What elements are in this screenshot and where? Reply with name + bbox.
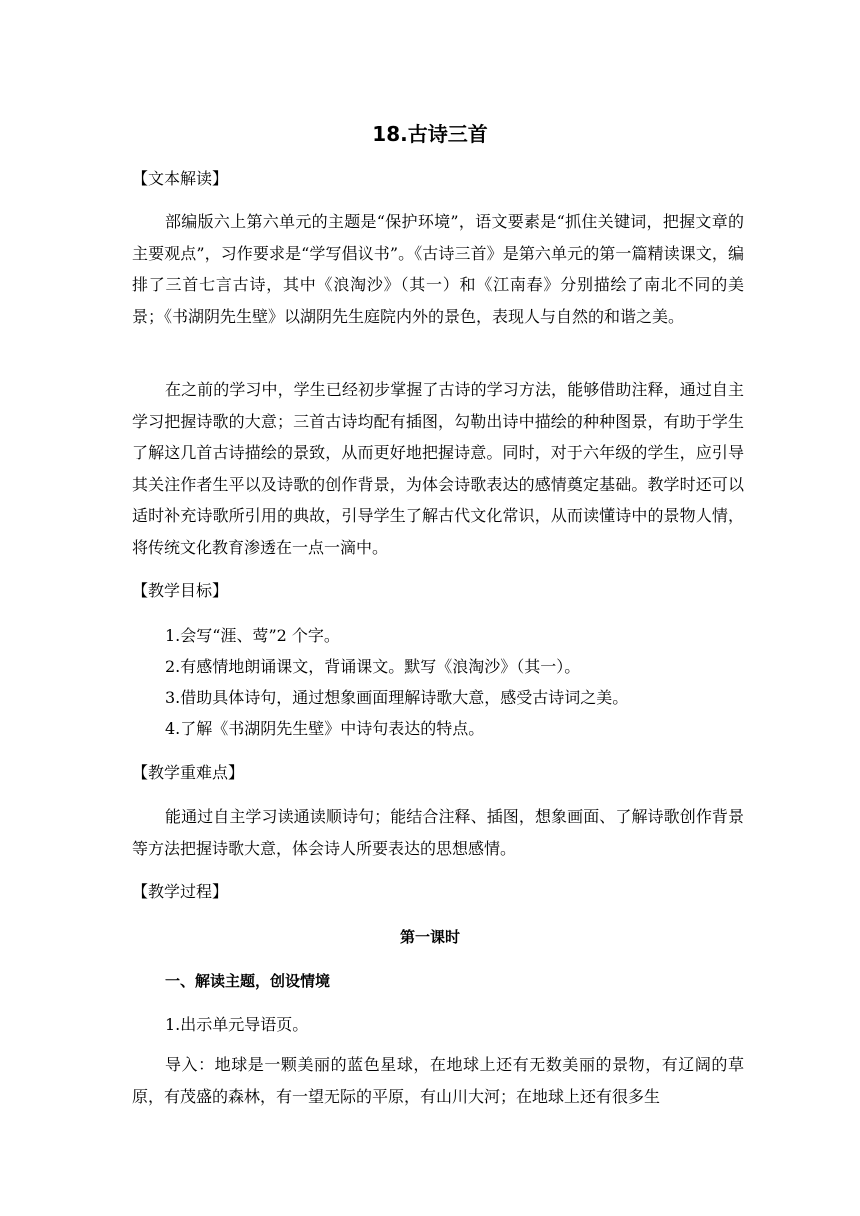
part-one-heading: 一、解读主题，创设情境 <box>165 972 331 990</box>
document-title: 18.古诗三首 <box>372 122 488 146</box>
paragraph-key-points: 能通过自主学习读通读顺诗句；能结合注释、插图，想象画面、了解诗歌创作背景等方法把握诗歌大意，体会诗人所要表达的思想感情。 <box>132 807 744 858</box>
section-heading-key-points: 【教学重难点】 <box>132 763 245 782</box>
goal-item-2: 2.有感情地朗诵课文，背诵课文。默写《浪淘沙》（其一）。 <box>165 657 581 676</box>
paragraph-text-reading-1: 部编版六上第六单元的主题是“保护环境”，语文要素是“抓住关键词，把握文章的主要观点”，习作要求是“学写倡议书”。《古诗三首》是第六单元的第一篇精读课文，编排了三首七言古诗，其中《浪淘沙》（其一）和《江南春》分别描绘了南北不同的美景；《书湖阴先生壁》以湖阴先生庭院内外的景色，表现人与自然的和谐之美。 <box>132 212 744 326</box>
lesson-title: 第一课时 <box>399 928 460 946</box>
goal-item-1: 1.会写“涯、莺”2 个字。 <box>165 626 340 645</box>
paragraph-text-reading-2: 在之前的学习中，学生已经初步掌握了古诗的学习方法，能够借助注释，通过自主学习把握诗歌的大意；三首古诗均配有插图，勾勒出诗中描绘的种种图景，有助于学生了解这几首古诗描绘的景致，从而更好地把握诗意。同时，对于六年级的学生，应引导其关注作者生平以及诗歌的创作背景，为体会诗歌表达的感情奠定基础。教学时还可以适时补充诗歌所引用的典故，引导学生了解古代文化常识，从而读懂诗中的景物人情，将传统文化教育渗透在一点一滴中。 <box>132 380 744 557</box>
section-heading-goals: 【教学目标】 <box>132 581 229 600</box>
goal-item-4: 4.了解《书湖阴先生壁》中诗句表达的特点。 <box>165 719 485 738</box>
paragraph-intro: 导入：地球是一颗美丽的蓝色星球，在地球上还有无数美丽的景物，有辽阔的草原，有茂盛的森林，有一望无际的平原，有山川大河；在地球上还有很多生 <box>132 1055 744 1106</box>
step-one: 1.出示单元导语页。 <box>165 1015 309 1034</box>
goal-item-3: 3.借助具体诗句，通过想象画面理解诗歌大意，感受古诗词之美。 <box>165 688 629 707</box>
section-heading-text-reading: 【文本解读】 <box>132 169 229 188</box>
section-heading-process: 【教学过程】 <box>132 882 229 901</box>
